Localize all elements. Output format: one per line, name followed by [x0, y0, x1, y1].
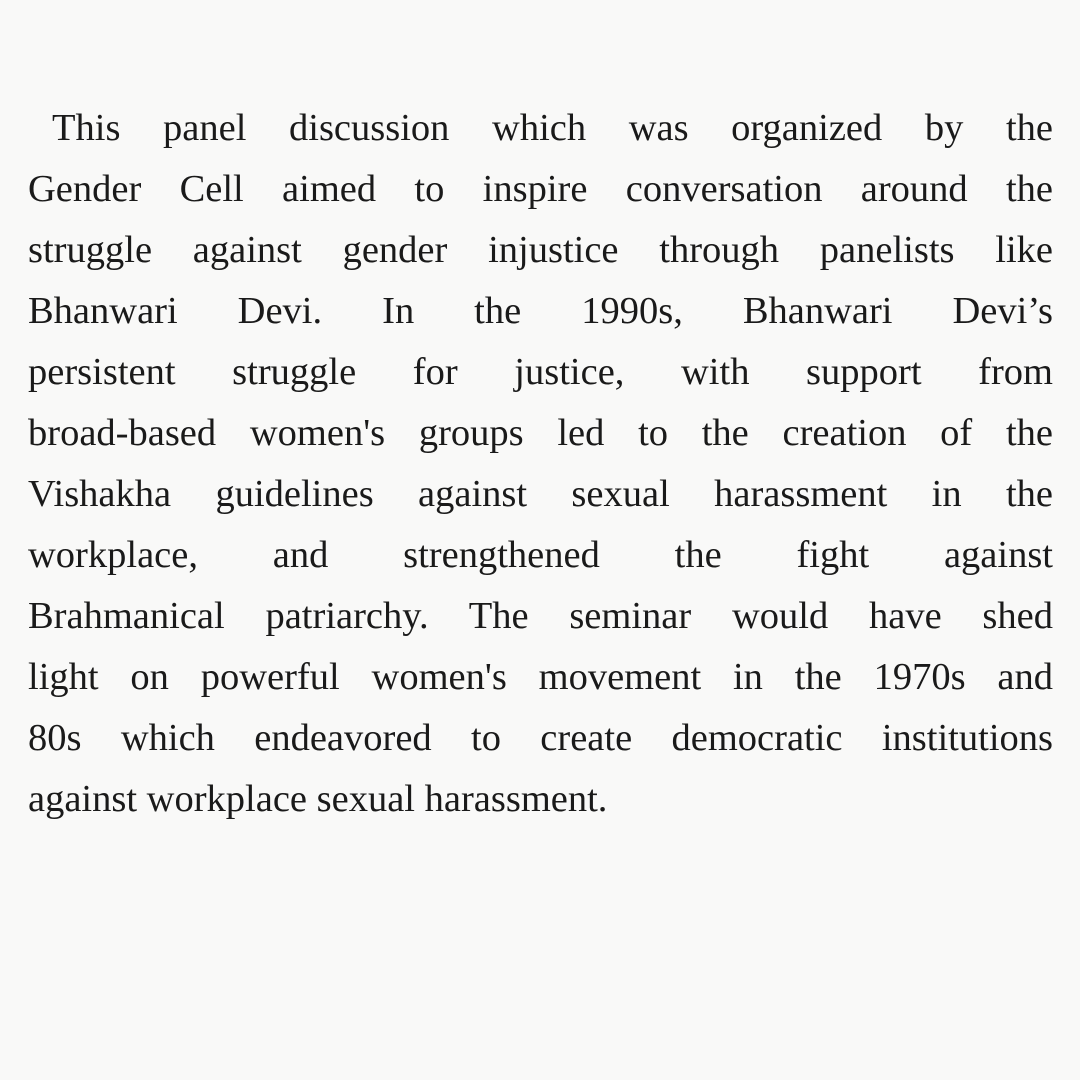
paragraph-line-last: against workplace sexual harassment. [28, 778, 608, 820]
paragraph-line: struggle against gender injustice through panelists like [28, 229, 1053, 271]
paragraph-line: This panel discussion which was organized by the [52, 107, 1053, 149]
paragraph-line: Vishakha guidelines against sexual harassment in the [28, 473, 1053, 515]
paragraph-line: Brahmanical patriarchy. The seminar would have shed [28, 595, 1053, 637]
paragraph-line: Bhanwari Devi. In the 1990s, Bhanwari Devi’s [28, 290, 1053, 332]
paragraph-line: 80s which endeavored to create democratic institutions [28, 717, 1053, 759]
body-paragraph [28, 98, 1053, 830]
paragraph-line: light on powerful women's movement in the 1970s and [28, 656, 1053, 698]
document-page [28, 98, 1053, 830]
paragraph-line: Gender Cell aimed to inspire conversation around the [28, 168, 1053, 210]
paragraph-line: broad-based women's groups led to the creation of the [28, 412, 1053, 454]
paragraph-line: workplace, and strengthened the fight against [28, 534, 1053, 576]
paragraph-line: persistent struggle for justice, with support from [28, 351, 1053, 393]
